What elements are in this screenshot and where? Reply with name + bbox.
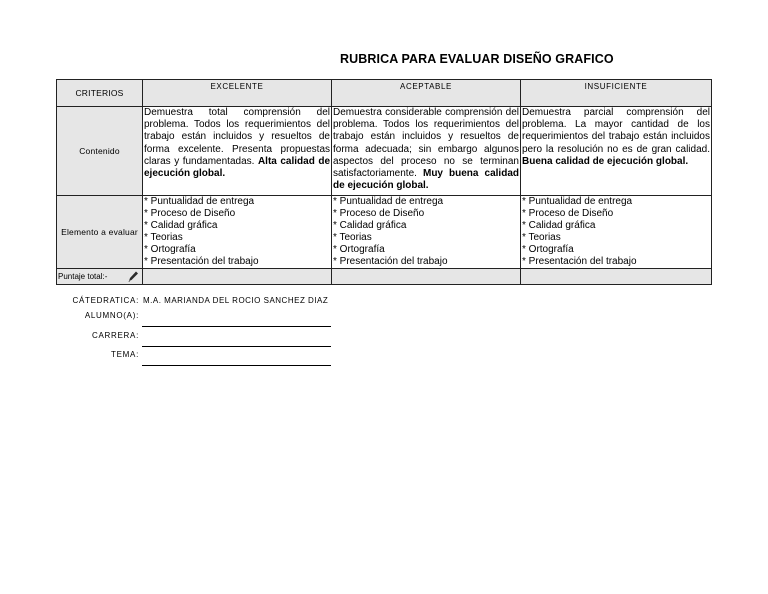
desc-text: Demuestra considerable comprensión del problema. Todos los requerimientos del trabajo están incluidos y resueltos de forma adecuada; sin embargo algunos aspectos del proceso no se terminan satisfactoriamente. xyxy=(333,107,519,180)
desc-bold: Alta calidad de ejecución global. xyxy=(144,155,331,180)
total-cell xyxy=(57,269,143,285)
header-excelente: EXCELENTE xyxy=(143,80,332,107)
desc-text: Demuestra total comprensión del problema. Todos los requerimientos del trabajo están incluidos y resueltos de forma excelente. Presenta propuestas claras y fundamentadas. xyxy=(144,107,330,167)
row-contenido xyxy=(57,107,712,196)
carrera-label: CARRERA: xyxy=(92,331,139,340)
header-aceptable: ACEPTABLE xyxy=(332,80,521,107)
desc-bold: Muy buena calidad de ejecución global. xyxy=(333,168,519,192)
total-label: Puntaje total:- xyxy=(58,272,108,281)
header-row xyxy=(57,80,712,107)
catedratica-row xyxy=(0,296,139,310)
tema-row xyxy=(0,350,139,364)
list-item: * Presentación del trabajo xyxy=(144,256,259,267)
cell-contenido-excelente xyxy=(143,107,332,196)
list-item: * Ortografía xyxy=(333,244,385,255)
list-item: * Ortografía xyxy=(522,244,574,255)
cell-contenido-aceptable xyxy=(332,107,521,196)
list-item: * Ortografía xyxy=(144,244,196,255)
rubric-table xyxy=(56,79,712,285)
list-item: * Teorias xyxy=(333,232,372,243)
header-criterios: CRITERIOS xyxy=(57,80,143,107)
list-item: * Calidad gráfica xyxy=(522,220,596,231)
total-aceptable[interactable] xyxy=(332,269,521,285)
list-item: * Puntualidad de entrega xyxy=(522,196,633,207)
list-item: * Calidad gráfica xyxy=(333,220,407,231)
alumno-field[interactable] xyxy=(142,312,331,327)
alumno-row xyxy=(0,311,139,325)
list-item: * Proceso de Diseño xyxy=(144,208,236,219)
desc-bold: Buena calidad de ejecución global. xyxy=(522,155,689,167)
criterion-contenido: Contenido xyxy=(57,107,143,196)
tema-field[interactable] xyxy=(142,351,331,366)
carrera-field[interactable] xyxy=(142,332,331,347)
total-insuficiente[interactable] xyxy=(521,269,712,285)
page-title: RUBRICA PARA EVALUAR DISEÑO GRAFICO xyxy=(340,52,614,66)
row-elemento xyxy=(57,196,712,269)
list-item: * Puntualidad de entrega xyxy=(144,196,255,207)
list-item: * Calidad gráfica xyxy=(144,220,218,231)
list-item: * Puntualidad de entrega xyxy=(333,196,444,207)
desc-text: Demuestra parcial comprensión del problema. La mayor cantidad de los requerimientos del trabajo están incluidos pero la resolución no es de gran calidad. xyxy=(522,107,710,155)
cell-contenido-insuficiente xyxy=(521,107,712,196)
tema-label: TEMA: xyxy=(111,350,139,359)
header-insuficiente: INSUFICIENTE xyxy=(521,80,712,107)
row-total xyxy=(57,269,712,285)
catedratica-label: CÁTEDRATICA: xyxy=(72,296,139,305)
list-item: * Presentación del trabajo xyxy=(522,256,637,267)
list-item: * Teorias xyxy=(144,232,183,243)
catedratica-value: M.A. MARIANDA DEL ROCIO SANCHEZ DIAZ xyxy=(143,296,329,305)
cell-elemento-excelente xyxy=(143,196,332,269)
cell-elemento-insuficiente xyxy=(521,196,712,269)
list-item: * Proceso de Diseño xyxy=(333,208,425,219)
list-item: * Proceso de Diseño xyxy=(522,208,614,219)
carrera-row xyxy=(0,331,139,345)
total-excelente[interactable] xyxy=(143,269,332,285)
list-item: * Presentación del trabajo xyxy=(333,256,448,267)
cell-elemento-aceptable xyxy=(332,196,521,269)
pencil-icon[interactable] xyxy=(127,270,139,283)
alumno-label: ALUMNO(A): xyxy=(84,311,139,320)
criterion-elemento: Elemento a evaluar xyxy=(57,196,143,269)
list-item: * Teorias xyxy=(522,232,561,243)
